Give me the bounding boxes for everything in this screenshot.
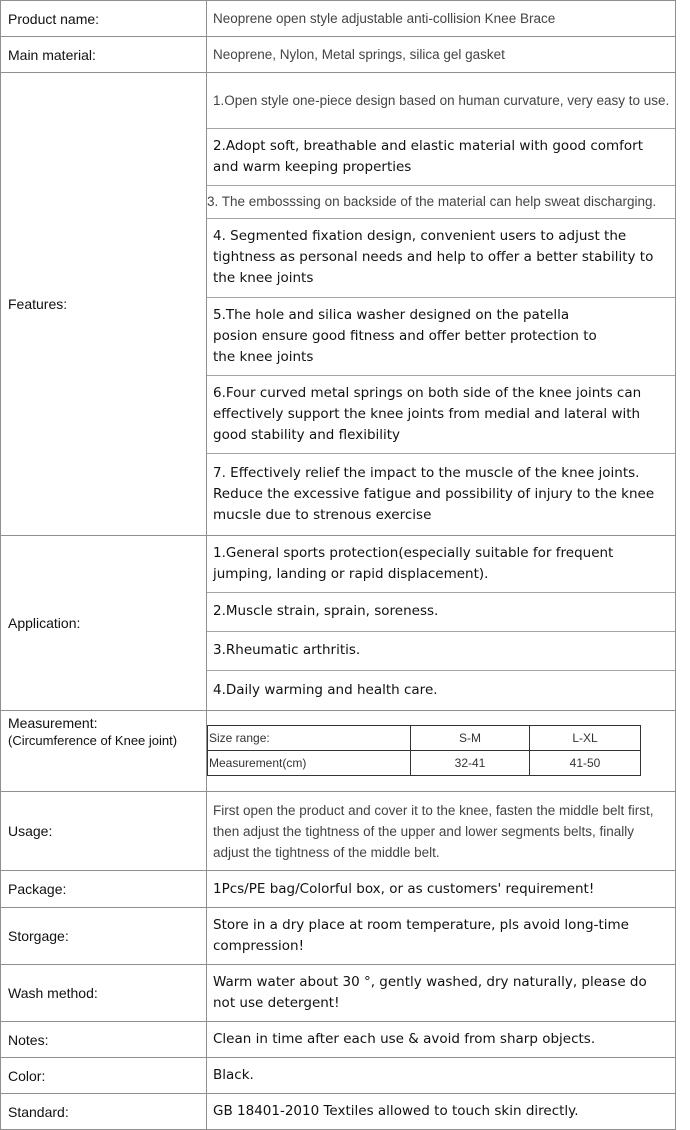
feature-item: 2.Adopt soft, breathable and elastic material with good comfort and warm keeping properties	[207, 128, 675, 185]
size-chart	[207, 725, 641, 776]
feature-item: 7. Effectively relief the impact to the muscle of the knee joints. Reduce the excessive fatigue and possibility of injury to the knee mucsle due to strenous exercise	[207, 453, 675, 535]
row-package	[1, 871, 676, 908]
feature-line: the knee joints	[213, 348, 314, 365]
application-label: Application:	[1, 536, 207, 711]
main-material-value: Neoprene, Nylon, Metal springs, silica gel gasket	[207, 37, 676, 73]
wash-method-label: Wash method:	[1, 965, 207, 1022]
application-list	[207, 536, 675, 710]
application-cell	[207, 536, 676, 711]
storage-label: Storgage:	[1, 908, 207, 965]
measurement-label-cell	[1, 711, 207, 792]
usage-label: Usage:	[1, 792, 207, 871]
application-item: 4.Daily warming and health care.	[207, 670, 675, 710]
product-name-value: Neoprene open style adjustable anti-collision Knee Brace	[207, 1, 676, 37]
row-main-material	[1, 37, 676, 73]
size-lxl: L-XL	[530, 726, 641, 751]
application-item: 2.Muscle strain, sprain, soreness.	[207, 592, 675, 631]
notes-value: Clean in time after each use & avoid from sharp objects.	[207, 1022, 676, 1058]
row-notes	[1, 1022, 676, 1058]
notes-label: Notes:	[1, 1022, 207, 1058]
measurement-header: Measurement(cm)	[208, 751, 411, 776]
features-label: Features:	[1, 73, 207, 536]
package-label: Package:	[1, 871, 207, 908]
measurement-sublabel: (Circumference of Knee joint)	[8, 733, 178, 748]
wash-method-value: Warm water about 30 °, gently washed, dry naturally, please do not use detergent!	[207, 965, 676, 1022]
row-color	[1, 1058, 676, 1094]
standard-label: Standard:	[1, 1094, 207, 1130]
measurement-lxl: 41-50	[530, 751, 641, 776]
application-item: 3.Rheumatic arthritis.	[207, 631, 675, 670]
features-cell	[207, 73, 676, 536]
row-application	[1, 536, 676, 711]
size-sm: S-M	[411, 726, 530, 751]
size-range-row	[208, 726, 641, 751]
feature-item: 1.Open style one-piece design based on human curvature, very easy to use.	[213, 92, 670, 108]
row-wash-method	[1, 965, 676, 1022]
measurement-label: Measurement:	[8, 715, 98, 731]
feature-line: 5.The hole and silica washer designed on the patella	[213, 306, 570, 323]
size-range-header: Size range:	[208, 726, 411, 751]
row-product-name	[1, 1, 676, 37]
features-list	[207, 73, 675, 535]
standard-value: GB 18401-2010 Textiles allowed to touch skin directly.	[207, 1094, 676, 1130]
color-value: Black.	[207, 1058, 676, 1094]
usage-value: First open the product and cover it to the knee, fasten the middle belt first, then adjust the tightness of the upper and lower segments belts, finally adjust the tightness of the middle belt.	[207, 792, 676, 871]
row-standard	[1, 1094, 676, 1130]
feature-line: posion ensure good fitness and offer better protection to	[213, 327, 597, 344]
measurement-cell	[207, 711, 676, 792]
color-label: Color:	[1, 1058, 207, 1094]
package-value: 1Pcs/PE bag/Colorful box, or as customers' requirement!	[207, 871, 676, 908]
product-name-label: Product name:	[1, 1, 207, 37]
feature-item: 3. The embosssing on backside of the material can help sweat discharging.	[207, 185, 675, 218]
row-measurement	[1, 711, 676, 792]
measurement-sm: 32-41	[411, 751, 530, 776]
feature-item: 4. Segmented fixation design, convenient users to adjust the tightness as personal needs and help to offer a better stability to the knee joints	[207, 218, 675, 297]
row-storage	[1, 908, 676, 965]
row-features	[1, 73, 676, 536]
measurement-row	[208, 751, 641, 776]
storage-value: Store in a dry place at room temperature, pls avoid long-time compression!	[207, 908, 676, 965]
application-item: 1.General sports protection(especially suitable for frequent jumping, landing or rapid displacement).	[213, 544, 614, 582]
feature-item: 6.Four curved metal springs on both side of the knee joints can effectively support the knee joints from medial and lateral with good stability and flexibility	[207, 375, 675, 453]
feature-item	[207, 297, 675, 375]
row-usage	[1, 792, 676, 871]
main-material-label: Main material:	[1, 37, 207, 73]
